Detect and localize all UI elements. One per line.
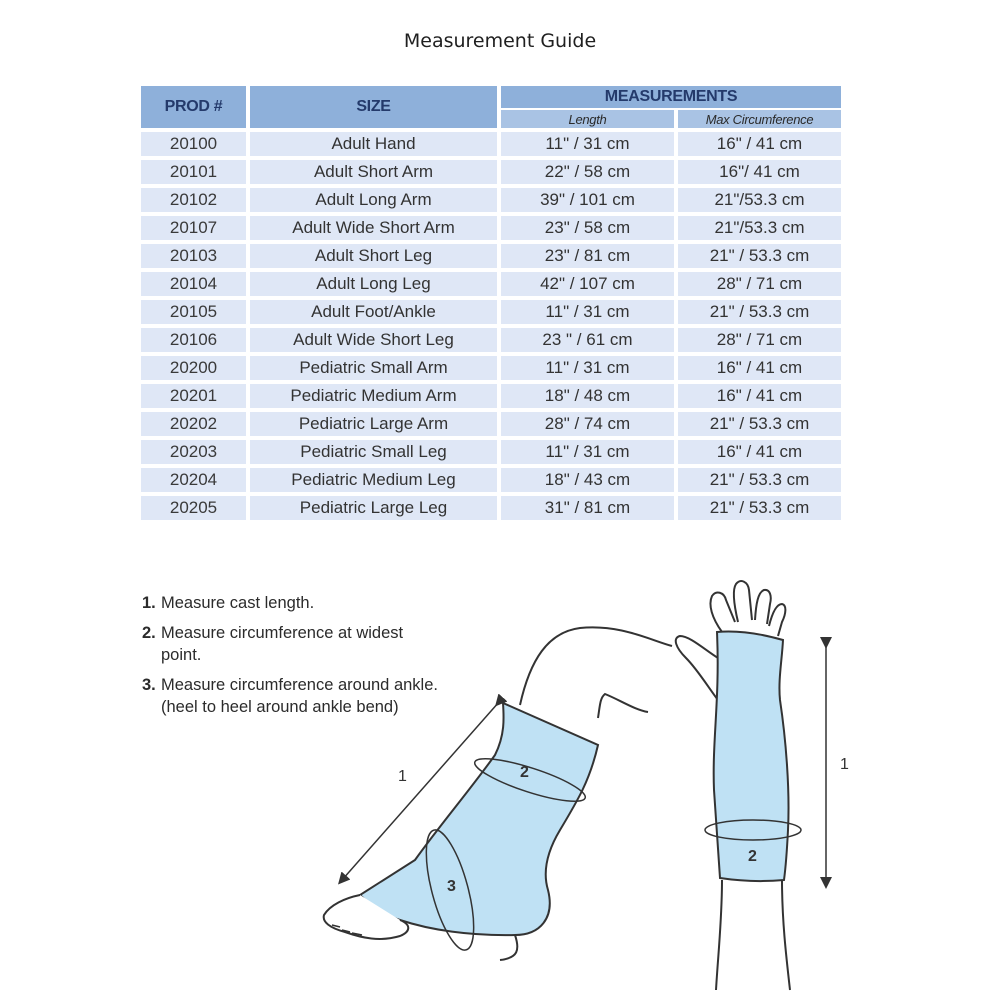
cell-size: Pediatric Small Arm [250,356,501,384]
cell-length: 23" / 58 cm [501,216,678,244]
cell-prod: 20101 [141,160,250,188]
cell-max-circumference: 16" / 41 cm [678,356,841,384]
cell-max-circumference: 21" / 53.3 cm [678,300,841,328]
cell-prod: 20105 [141,300,250,328]
cell-max-circumference: 21" / 53.3 cm [678,412,841,440]
cell-length: 22" / 58 cm [501,160,678,188]
measurement-illustration [0,560,1000,1000]
cell-max-circumference: 21" / 53.3 cm [678,496,841,524]
header-length: Length [501,110,678,132]
cell-prod: 20204 [141,468,250,496]
page-title: Measurement Guide [403,30,597,52]
instruction-number: 1. [142,594,156,612]
header-max-circumference: Max Circumference [678,110,841,132]
cell-size: Adult Wide Short Arm [250,216,501,244]
cell-size: Pediatric Large Leg [250,496,501,524]
cell-length: 28" / 74 cm [501,412,678,440]
cell-prod: 20205 [141,496,250,524]
table-row [141,244,841,272]
cell-max-circumference: 16"/ 41 cm [678,160,841,188]
cell-length: 23 " / 61 cm [501,328,678,356]
cell-length: 39" / 101 cm [501,188,678,216]
arm-cast [714,631,789,881]
cell-max-circumference: 21"/53.3 cm [678,216,841,244]
arm-circumference-label: 2 [748,848,757,865]
cell-length: 18" / 43 cm [501,468,678,496]
cell-max-circumference: 21"/53.3 cm [678,188,841,216]
cell-length: 18" / 48 cm [501,384,678,412]
cell-size: Pediatric Large Arm [250,412,501,440]
table-body [141,132,841,524]
measurement-table [141,86,841,524]
cell-max-circumference: 16" / 41 cm [678,440,841,468]
cell-size: Adult Long Leg [250,272,501,300]
cell-prod: 20202 [141,412,250,440]
instruction-number: 3. [142,676,156,694]
instruction-text: Measure cast length. [161,594,315,612]
cell-length: 31" / 81 cm [501,496,678,524]
cell-prod: 20107 [141,216,250,244]
cell-prod: 20104 [141,272,250,300]
cell-length: 11" / 31 cm [501,356,678,384]
cell-prod: 20201 [141,384,250,412]
cell-prod: 20200 [141,356,250,384]
cell-size: Pediatric Small Leg [250,440,501,468]
cell-length: 42" / 107 cm [501,272,678,300]
table-row [141,328,841,356]
cell-length: 11" / 31 cm [501,300,678,328]
cell-size: Adult Long Arm [250,188,501,216]
table-row [141,216,841,244]
cell-max-circumference: 21" / 53.3 cm [678,244,841,272]
cell-size: Adult Wide Short Leg [250,328,501,356]
cell-prod: 20100 [141,132,250,160]
cell-length: 23" / 81 cm [501,244,678,272]
knee-outline [520,627,672,705]
instruction-text: Measure circumference at widest point. [161,624,404,664]
cell-max-circumference: 28" / 71 cm [678,328,841,356]
instruction-number: 2. [142,624,156,642]
cell-size: Adult Short Arm [250,160,501,188]
cell-prod: 20203 [141,440,250,468]
leg-illustration [324,627,672,960]
cell-size: Pediatric Medium Arm [250,384,501,412]
arm-length-label: 1 [840,756,849,773]
table-row [141,496,841,524]
table-row [141,188,841,216]
cell-length: 11" / 31 cm [501,440,678,468]
table-row [141,272,841,300]
measurement-table-container [141,86,841,524]
table-row [141,468,841,496]
arm-illustration [676,581,849,990]
cell-size: Adult Hand [250,132,501,160]
cell-size: Adult Foot/Ankle [250,300,501,328]
table-header [141,86,841,132]
table-row [141,384,841,412]
leg-length-label: 1 [398,768,407,785]
table-row [141,356,841,384]
table-row [141,440,841,468]
cell-max-circumference: 16" / 41 cm [678,132,841,160]
table-row [141,132,841,160]
header-size: SIZE [250,86,501,132]
leg-circumference-label: 2 [520,764,529,781]
knee-back-outline [598,694,648,718]
header-measurements: MEASUREMENTS [501,86,841,110]
cell-max-circumference: 21" / 53.3 cm [678,468,841,496]
cell-max-circumference: 28" / 71 cm [678,272,841,300]
instruction-text: Measure circumference around ankle. (heel to heel around ankle bend) [161,676,438,716]
table-row [141,160,841,188]
cell-prod: 20106 [141,328,250,356]
table-row [141,412,841,440]
header-prod: PROD # [141,86,250,132]
cell-prod: 20103 [141,244,250,272]
cell-prod: 20102 [141,188,250,216]
cell-length: 11" / 31 cm [501,132,678,160]
cell-size: Pediatric Medium Leg [250,468,501,496]
ankle-circumference-label: 3 [447,878,456,895]
cell-max-circumference: 16" / 41 cm [678,384,841,412]
table-row [141,300,841,328]
cell-size: Adult Short Leg [250,244,501,272]
